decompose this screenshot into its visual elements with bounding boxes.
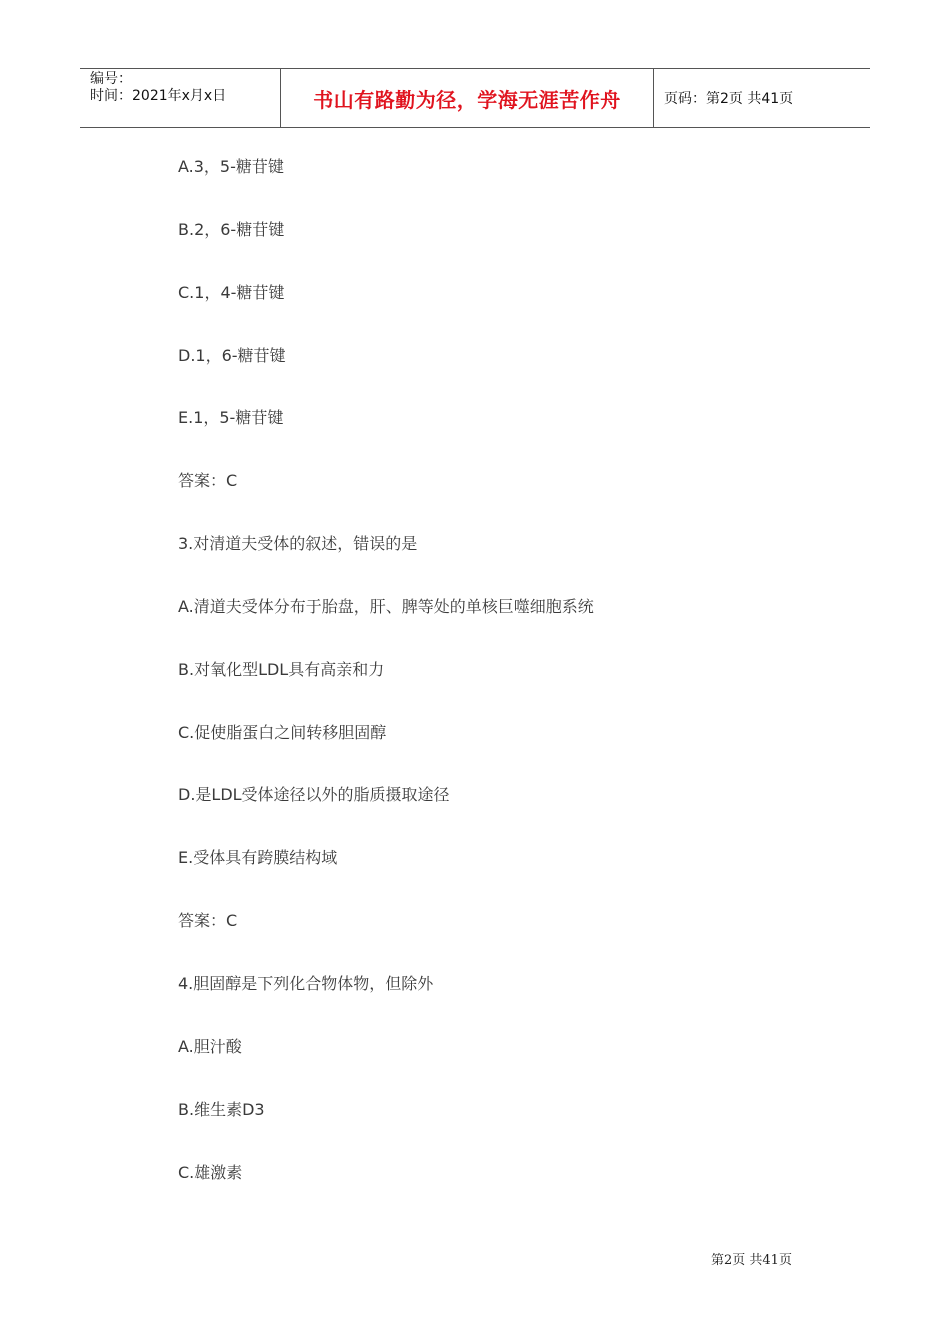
question-line: 3.对清道夫受体的叙述，错误的是 <box>178 534 418 554</box>
header-meta-cell <box>80 69 281 127</box>
document-date-label: 时间：2021年x月x日 <box>90 88 227 104</box>
header-motto: 书山有路勤为径，学海无涯苦作舟 <box>281 69 654 127</box>
header-page-info: 页码：第2页 共41页 <box>664 91 794 107</box>
option-line: B.维生素D3 <box>178 1099 265 1119</box>
option-line: C.雄激素 <box>178 1162 243 1182</box>
document-number-label: 编号： <box>90 71 132 87</box>
option-line: E.1，5-糖苷键 <box>178 408 284 428</box>
option-line: D.1，6-糖苷键 <box>178 345 286 365</box>
option-line: A.3，5-糖苷键 <box>178 157 284 176</box>
document-body <box>178 156 858 1224</box>
option-line: C.1，4-糖苷键 <box>178 282 285 302</box>
option-line: A.胆汁酸 <box>178 1036 242 1056</box>
question-line: 4.胆固醇是下列化合物体物，但除外 <box>178 973 434 993</box>
option-line: B.对氧化型LDL具有高亲和力 <box>178 659 385 679</box>
option-line: D.是LDL受体途径以外的脂质摄取途径 <box>178 785 450 805</box>
option-line: A.清道夫受体分布于胎盘，肝、脾等处的单核巨噬细胞系统 <box>178 596 594 616</box>
answer-line: 答案：C <box>178 911 238 931</box>
option-line: B.2，6-糖苷键 <box>178 219 285 239</box>
option-line: C.促使脂蛋白之间转移胆固醇 <box>178 722 387 742</box>
answer-line: 答案：C <box>178 471 238 491</box>
option-line: E.受体具有跨膜结构域 <box>178 848 338 868</box>
page-footer: 第2页 共41页 <box>711 1253 792 1268</box>
page-header <box>80 68 870 128</box>
